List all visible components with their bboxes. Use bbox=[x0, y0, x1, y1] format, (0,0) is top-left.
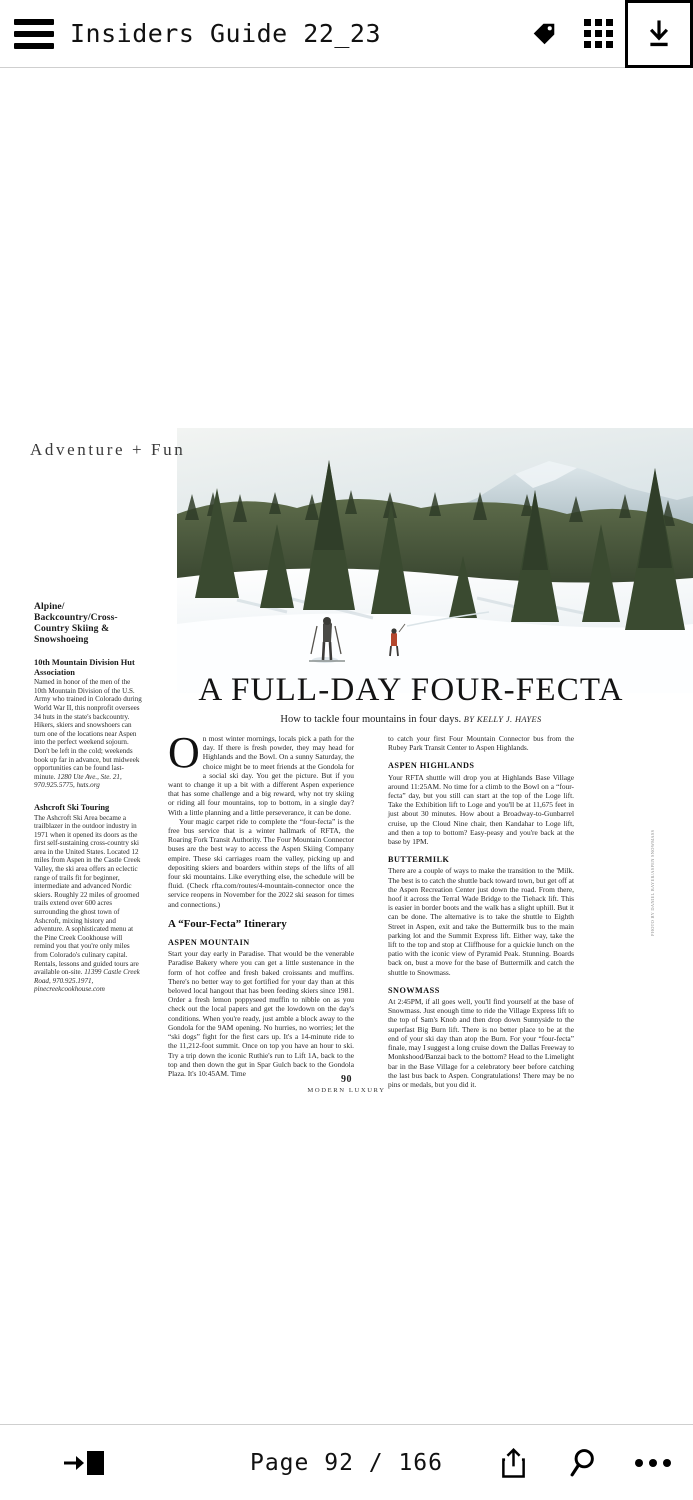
section-heading-aspen-highlands: ASPEN HIGHLANDS bbox=[388, 761, 475, 771]
body-paragraph: There are a couple of ways to make the transition to the 'Milk. The best is to catch the shuttle back toward town, but get off at the Aspen Recreation Center just down the road. From there, hoof it across the Terral Wade Bridge to the Tiehack lift. This is easier in border boots and the walk has a slight uphill. But it can be done. The alternative is to take the shuttle to Eighth Street in Aspen, exit and take the Buttermilk bus to the main parking lot and the Summit Express lift. Either way, take the lift to the top and stop at Cliffhouse for a quickie lunch on the patio with the iconic view of Pyramid Peak. Stunning. Boards back on, bust a move for the base of Buttermilk and catch the shuttle to Snowmass. bbox=[388, 866, 574, 977]
download-icon[interactable] bbox=[625, 0, 693, 68]
body-paragraph: At 2:45PM, if all goes well, you'll find yourself at the base of Snowmass. Just enough time to ride the Village Express lift to the top of Sam's Knob and then drop down Sunnyside to the superfast Big Burn lift. There is no better place to be at the end of your ski day than atop the Burn. For your “four-fecta” finale, may I suggest a long cruise down the Dallas Freeway to Monkshood/Banzai back to the bottom? Head to the Limelight bar in the Base Village for a celebratory beer before catching the last bus back to Aspen. Congratulations! There may be no pins or medals, but you did it. bbox=[388, 997, 574, 1089]
folio-number: 90 bbox=[341, 1074, 352, 1085]
document-viewport[interactable] bbox=[0, 68, 693, 1424]
section-heading-snowmass: SNOWMASS bbox=[388, 985, 440, 995]
sidebar-rail bbox=[34, 601, 142, 994]
grid-glyph bbox=[584, 19, 613, 48]
article-column-two bbox=[388, 734, 574, 1089]
photo-credit: PHOTO BY DANIEL BAYER/ASPEN SNOWMASS bbox=[650, 829, 655, 936]
rail-entry-heading: Ashcroft Ski Touring bbox=[34, 802, 110, 812]
itinerary-heading: A “Four-Fecta” Itinerary bbox=[168, 917, 287, 930]
lede-paragraph: On most winter mornings, locals pick a path for the day. If there is fresh powder, they may head for Highlands and the Bowl. On a sunny Saturday, the choice might be to meet friends at the Gondola for a social ski day. You get the picture. But if you want to change it up a bit with a different Aspen experience that has some challenge and a big reward, why not try skiing or riding all four mountains, top to bottom, in a single day? With a little planning and a little perseverance, it can be done. bbox=[168, 728, 354, 817]
grid-cell bbox=[595, 19, 602, 26]
page-indicator-label: Page 92 / 166 bbox=[249, 1449, 443, 1476]
rail-title: Alpine/ Backcountry/Cross-Country Skiing & Snowshoeing bbox=[34, 601, 118, 645]
tag-bookmark-icon[interactable] bbox=[517, 0, 571, 68]
grid-cell bbox=[595, 30, 602, 37]
hamburger-bar bbox=[14, 19, 54, 25]
page-folio bbox=[0, 1074, 693, 1094]
body-paragraph: Your magic carpet ride to complete the “four-fecta” is the free bus service that is a winter hallmark of RFTA, the Roaring Fork Transit Authority. The Four Mountain Connector buses are the best way to access the Aspen Skiing Company empire. These ski carriages roam the valley, picking up and depositing skiers and boarders within steps of the lifts of all four ski mountains. Like everything else, the schedule will be fluid. (Check rfta.com/routes/4-mountain-connector once the service reopens in November for the 2022 ski season for times and connections.) bbox=[168, 816, 354, 909]
rail-entry-body bbox=[34, 814, 142, 994]
hero-photo bbox=[177, 428, 693, 693]
hamburger-menu-icon[interactable] bbox=[14, 19, 54, 49]
page-headline: A FULL-DAY FOUR-FECTA bbox=[198, 672, 624, 708]
hamburger-bar bbox=[14, 31, 54, 37]
top-toolbar-actions bbox=[517, 0, 693, 67]
article-column-one bbox=[168, 728, 354, 1078]
document-title: Insiders Guide 22_23 bbox=[70, 19, 382, 48]
folio-brand: MODERN LUXURY bbox=[307, 1087, 386, 1094]
grid-cell bbox=[606, 19, 613, 26]
grid-cell bbox=[606, 41, 613, 48]
search-magnifier-icon[interactable] bbox=[561, 1441, 605, 1485]
go-to-page-icon[interactable] bbox=[62, 1448, 108, 1478]
rail-entry-address: 1280 Ute Ave., Ste. 21, 970.925.5775, huts.org bbox=[34, 772, 122, 790]
section-heading-buttermilk: BUTTERMILK bbox=[388, 855, 450, 865]
section-heading-aspen-mountain: ASPEN MOUNTAIN bbox=[168, 938, 250, 948]
bottom-toolbar-actions bbox=[491, 1441, 675, 1485]
grid-thumbnails-icon[interactable] bbox=[571, 0, 625, 68]
dot bbox=[635, 1459, 643, 1467]
dek-text: How to tackle four mountains in four days. bbox=[280, 714, 462, 725]
rail-entry-body-text: Named in honor of the men of the 10th Mountain Division of the U.S. Army who trained in Colorado during World War II, this nonprofit oversees 34 huts in the state's backcountry. Hikers, skiers and snowshoers can turn one of the locations near Aspen into the perfect weekend sojourn. Don't be left in the cold; weekends book up far in advance, but midweek opportunities can be found last-minute. bbox=[34, 678, 142, 781]
share-upload-icon[interactable] bbox=[491, 1441, 535, 1485]
more-dots bbox=[635, 1459, 671, 1467]
grid-cell bbox=[584, 41, 591, 48]
grid-cell bbox=[584, 19, 591, 26]
grid-cell bbox=[595, 41, 602, 48]
more-options-icon[interactable] bbox=[631, 1441, 675, 1485]
dot bbox=[663, 1459, 671, 1467]
rail-entry-address: 11399 Castle Creek Road, 970.925.1971, pinecreekcookhouse.com bbox=[34, 968, 140, 994]
page-dek bbox=[196, 714, 626, 725]
bottom-toolbar bbox=[0, 1424, 693, 1500]
top-toolbar bbox=[0, 0, 693, 68]
hamburger-bar bbox=[14, 43, 54, 49]
byline: BY KELLY J. HAYES bbox=[463, 715, 542, 724]
rail-entry-body-text: The Ashcroft Ski Area became a trailblazer in the outdoor industry in 1971 when it opened its doors as the first self-sustaining cross-country ski area in the United States. Located 12 miles from Aspen in the Castle Creek Valley, the ski area offers an eclectic range of trails fit for beginner, intermediate and advanced Nordic skiers. Roughly 22 miles of groomed trails extend over 600 acres surrounding the ghost town of Ashcroft, mixing history and adventure. A sophisticated menu at the Pine Creek Cookhouse will remind you that you're only miles from Colorado's culinary capital. Rentals, lessons and guided tours are available on-site. bbox=[34, 813, 141, 977]
grid-cell bbox=[584, 30, 591, 37]
rail-entry-body bbox=[34, 678, 142, 790]
dot bbox=[649, 1459, 657, 1467]
body-paragraph: Your RFTA shuttle will drop you at Highlands Base Village around 11:25AM. No time for a climb to the Bowl on a “four-fecta” day, but you still can start at the top of the Loge lift. Take the Exhibition lift to Loge and you'll be at 11,675 feet in just about 30 minutes. How about a Broadway-to-Gunbarrel cruise, up the Cloud Nine chair, then Kandahar to Loge lift, and then a top to bottom? Easy-peasy and you're back at the base by 1PM. bbox=[388, 772, 574, 847]
rail-entry-heading: 10th Mountain Division Hut Association bbox=[34, 658, 135, 677]
grid-cell bbox=[606, 30, 613, 37]
body-paragraph: Start your day early in Paradise. That would be the venerable Paradise Bakery where you can get a little sustenance in the form of hot coffee and fresh baked croissants and muffins. There's no better way to get fortified for your day than at this beloved local hangout that has been feeding skiers since 1981. Order a fresh lemon poppyseed muffin to nibble on as you check out the local papers and get the lowdown on the day's conditions. When you're ready, just amble a block away to the Gondola for the 9AM opening. No hurries, no worries; let the “ski dogs” fight for the first cars up. It's a 14-minute ride to the 11,212-foot summit. Once on top you have an hour to ski. Try a trip down the iconic Ruthie's run to Lift 1A, back to the top and then down the gut in Spar Gulch back to the Gondola Plaza. It's 10:45AM. Time bbox=[168, 949, 354, 1078]
section-kicker: Adventure + Fun bbox=[30, 440, 186, 459]
continuation-paragraph: to catch your first Four Mountain Connector bus from the Rubey Park Transit Center to Aspen Highlands. bbox=[388, 734, 574, 753]
magazine-page bbox=[0, 356, 693, 1126]
